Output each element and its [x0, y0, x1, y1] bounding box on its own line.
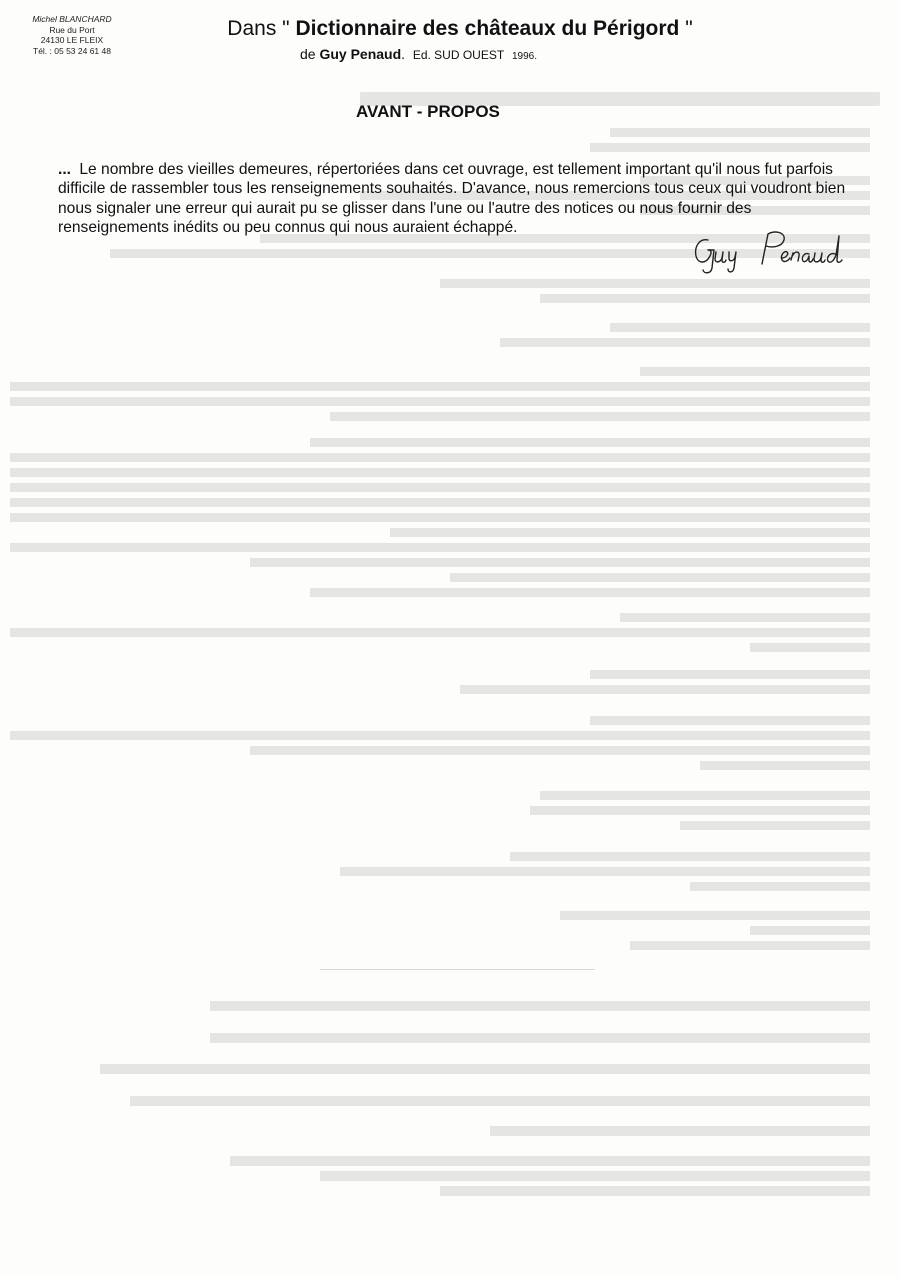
section-heading: AVANT - PROPOS — [356, 102, 500, 121]
publication-year: 1996. — [511, 51, 537, 62]
show-through-separator — [320, 969, 595, 970]
title-prefix: Dans " — [227, 17, 296, 40]
sender-city: 24130 LE FLEIX — [40, 35, 104, 45]
handwritten-signature — [690, 226, 850, 276]
sender-name: Michel BLANCHARD — [32, 14, 112, 24]
intro-text: Le nombre des vieilles demeures, répertoriées dans cet ouvrage, est tellement important qu'il nous fut parfois difficile de rassembler tous les renseignements souhaités. D'avance, nous remercions tous ceux qui voudront bien nous signaler une erreur qui aurait pu se glisser dans l'une ou l'autre des notices ou nous fournir des renseignements inédits ou peu connus qui nous auraient échappé. — [58, 161, 846, 237]
book-title: Dictionnaire des châteaux du Périgord — [295, 17, 680, 40]
intro-ellipsis: ... — [58, 161, 71, 178]
document-subtitle: de Guy Penaud. Ed. SUD OUEST 1996. — [300, 46, 537, 62]
sender-phone: Tél. : 05 53 24 61 48 — [33, 45, 111, 56]
title-suffix: " — [679, 17, 693, 40]
document-title — [150, 16, 770, 42]
signature-drawing — [690, 226, 850, 276]
sender-street: Rue du Port — [49, 24, 95, 35]
author-prefix: de — [300, 46, 320, 62]
author-name: Guy Penaud — [319, 46, 402, 62]
publisher: Ed. SUD OUEST — [412, 48, 505, 62]
sender-address-block — [22, 14, 122, 56]
